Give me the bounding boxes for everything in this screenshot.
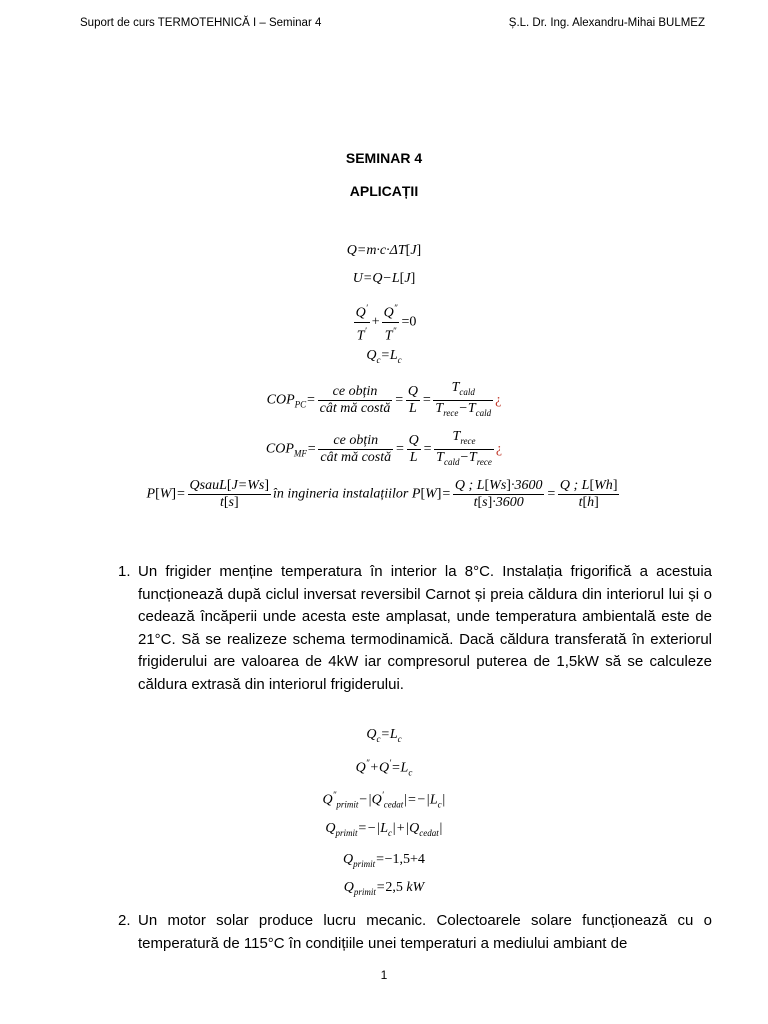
problem-2-text: Un motor solar produce lucru mecanic. Colectoarele solare funcționează cu o temperatură de 115°C în condițiile unei temperaturi a mediului ambiant de <box>138 912 712 952</box>
solution-step-1: $Q_c=L_c$ <box>366 727 402 744</box>
solution-step-4: $Q_{primit}=-|L_c|+|Q_{cedat}|$ <box>325 821 443 838</box>
solution-result: 2,5 <box>385 880 403 895</box>
formula-cop-refrigerator: $COP_{MF}=$ $\frac{\text{ce obțin}}{\text{cât mă costă}}$ = $\frac{Q}{L}$ = $\frac{T_{rece}}{T_{cald}-T_{rece}}$ ¿ <box>265 429 503 467</box>
page-header <box>80 17 705 35</box>
header-course-title: Suport de curs TERMOTEHNICĂ I – Seminar 4 <box>80 17 322 29</box>
problem-1 <box>118 561 712 697</box>
problem-2 <box>118 910 712 955</box>
problem-1-number: 1. <box>118 563 131 580</box>
page-number: 1 <box>380 968 388 982</box>
page-title: SEMINAR 4 <box>345 150 423 166</box>
formula-qc-lc: $Q_c=L_c$ <box>366 348 402 365</box>
solution-step-5: $Q_{primit}=-1,5+4$ <box>343 852 425 869</box>
solution-step-2: $Q''+Q'=L_c$ <box>355 758 413 778</box>
formula-internal-energy: U=Q−L[J] <box>352 271 416 286</box>
formula-cop-heat-pump: $COP_{PC}=$ $\frac{\text{ce obțin}}{\text{cât mă costă}}$ = $\frac{Q}{L}$ = $\frac{T_{cald}}{T_{rece}-T_{cald}}$ ¿ <box>266 380 502 418</box>
problem-2-number: 2. <box>118 912 131 929</box>
problem-1-text: Un frigider menține temperatura în interior la 8°C. Instalația frigorifică a acestuia funcționează după ciclul inversat reversibil Carnot și preia căldura din interiorul lui și o cedează încăperii unde acesta este amplasat, unde temperatura ambientală este de 21°C. Să se realizeze schema termodinamică. Dacă căldura transferată în exteriorul frigiderului are valoarea de 4kW iar compresorul puterea de 1,5kW să se calculeze căldura extrasă din interiorul frigiderului. <box>138 563 712 693</box>
header-author: Ș.L. Dr. Ing. Alexandru-Mihai BULMEZ <box>508 17 705 29</box>
formula-power: P[W]= $\frac{\text{QsauL[J=Ws]}}{t[s]}$ în ingineria instalațiilor P[W]= $\frac{Q ; L[Ws]\cdot 3600}{t[s]\cdot 3600}$ = $\frac{Q ; L[Wh]}{t[h]}$ <box>146 478 618 510</box>
formula-heat: Q=m·c·ΔT[J] <box>346 243 422 258</box>
solution-step-3: $Q''_{primit}-|Q'_{cedat}|=-|L_c|$ <box>322 790 446 810</box>
solution-step-6: $Q_{primit}=2,5$ kW <box>343 880 425 897</box>
power-note: în ingineria instalațiilor <box>273 486 409 502</box>
solution-values: −1,5+4 <box>384 852 425 867</box>
formula-entropy-balance: $\frac{Q'}{T'}$ + $\frac{Q''}{T''}$ =0 <box>0 300 768 344</box>
page-subtitle: APLICAȚII <box>349 183 419 199</box>
